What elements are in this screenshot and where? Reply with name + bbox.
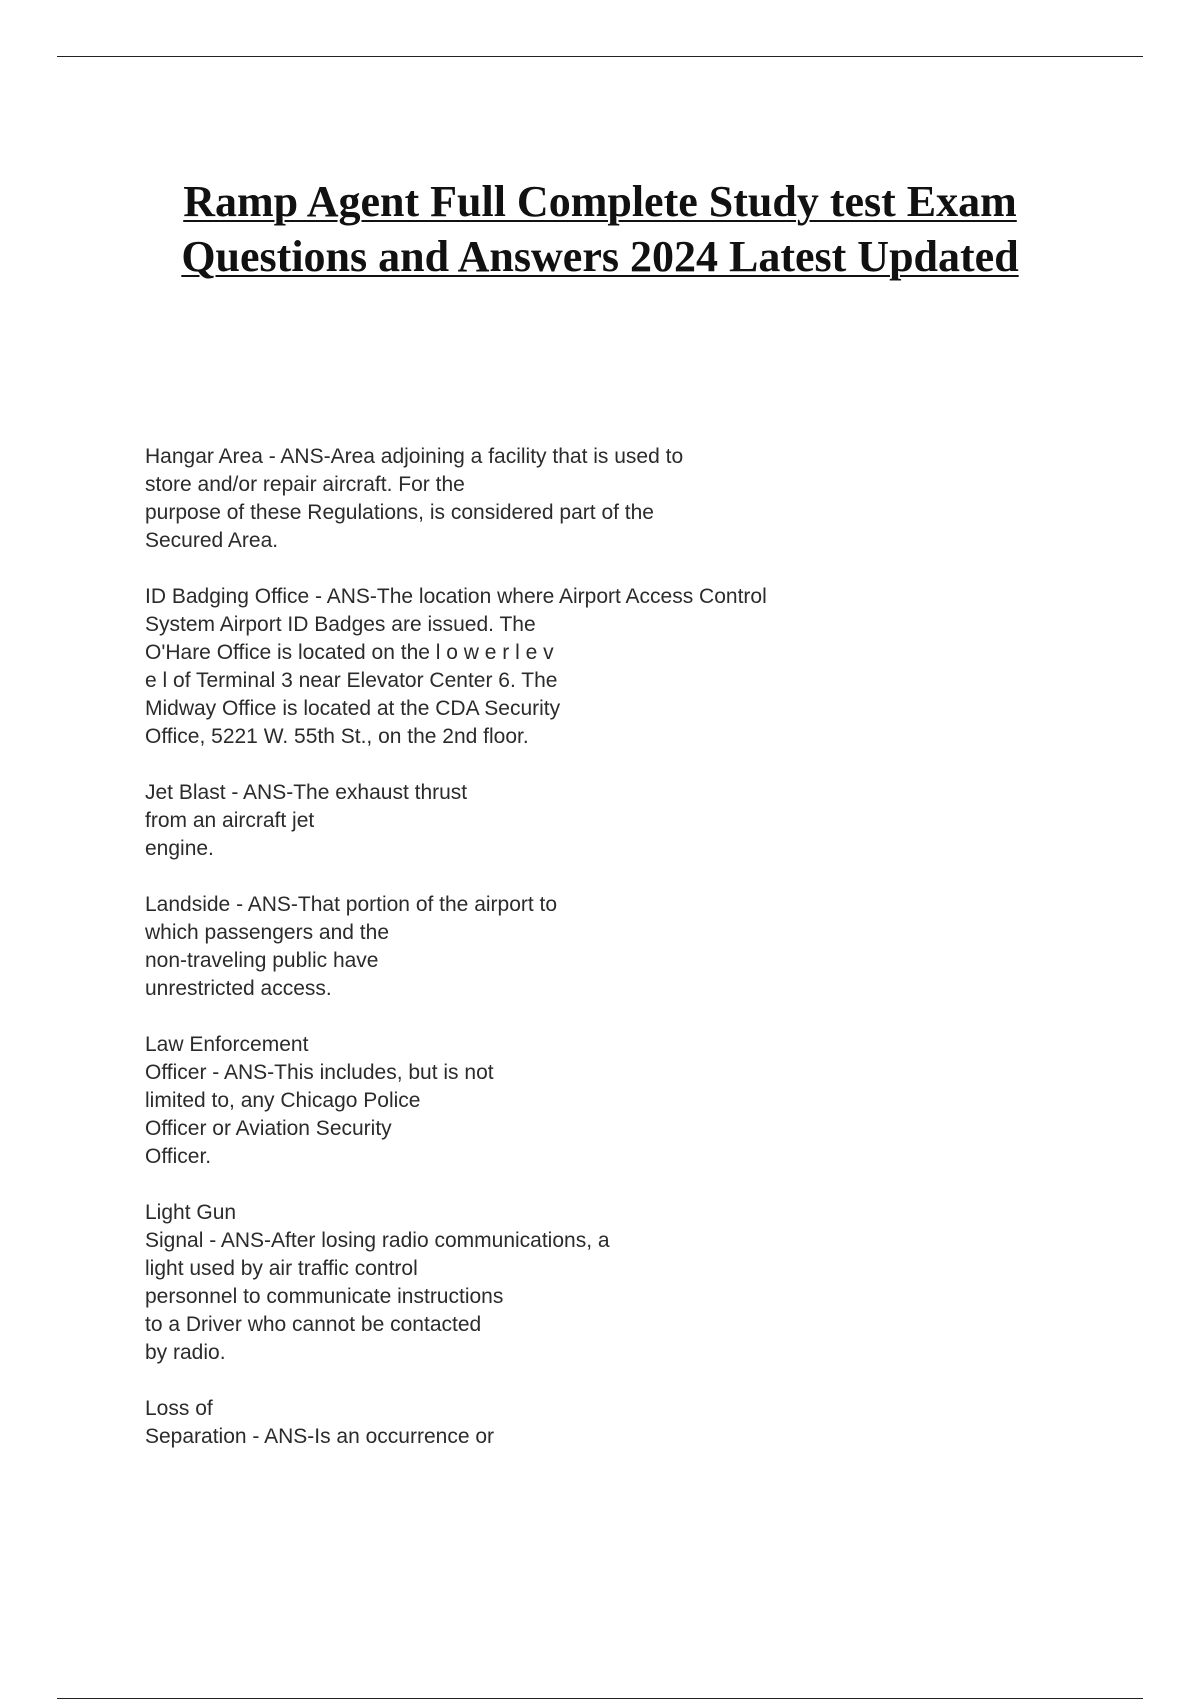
- entry-line: light used by air traffic control: [145, 1257, 418, 1280]
- entry-line: O'Hare Office is located on the l o w e r l e v: [145, 641, 554, 664]
- title-line-1: Ramp Agent Full Complete Study test Exam: [183, 177, 1017, 226]
- bottom-rule: [57, 1698, 1143, 1699]
- entry-light-gun-signal: [145, 1199, 905, 1367]
- entry-line: Jet Blast - ANS-The exhaust thrust: [145, 781, 468, 804]
- entry-line: store and/or repair aircraft. For the: [145, 473, 465, 496]
- definition-list: [145, 443, 905, 1479]
- entry-line: ID Badging Office - ANS-The location where Airport Access Control: [145, 585, 767, 608]
- entry-loss-of-separation: [145, 1395, 905, 1451]
- entry-line: e l of Terminal 3 near Elevator Center 6. The: [145, 669, 558, 692]
- entry-line: Separation - ANS-Is an occurrence or: [145, 1425, 495, 1448]
- entry-id-badging-office: [145, 583, 905, 751]
- entry-jet-blast: [145, 779, 905, 863]
- entry-line: Office, 5221 W. 55th St., on the 2nd floor.: [145, 725, 529, 748]
- entry-line: Midway Office is located at the CDA Security: [145, 697, 561, 720]
- entry-line: limited to, any Chicago Police: [145, 1089, 421, 1112]
- entry-hangar-area: [145, 443, 905, 555]
- page-title: [0, 174, 1200, 284]
- entry-line: unrestricted access.: [145, 977, 332, 1000]
- entry-landside: [145, 891, 905, 1003]
- top-rule: [57, 56, 1143, 57]
- entry-line: purpose of these Regulations, is considered part of the: [145, 501, 654, 524]
- entry-line: personnel to communicate instructions: [145, 1285, 504, 1308]
- entry-line: Officer or Aviation Security: [145, 1117, 392, 1140]
- entry-line: Officer.: [145, 1145, 212, 1168]
- entry-line: which passengers and the: [145, 921, 389, 944]
- entry-line: Law Enforcement: [145, 1033, 309, 1056]
- title-line-2: Questions and Answers 2024 Latest Updated: [181, 232, 1019, 281]
- entry-line: engine.: [145, 837, 214, 860]
- entry-line: Officer - ANS-This includes, but is not: [145, 1061, 494, 1084]
- entry-line: Signal - ANS-After losing radio communications, a: [145, 1229, 610, 1252]
- entry-line: Light Gun: [145, 1201, 237, 1224]
- entry-line: Loss of: [145, 1397, 213, 1420]
- entry-line: non-traveling public have: [145, 949, 379, 972]
- entry-line: Landside - ANS-That portion of the airport to: [145, 893, 558, 916]
- entry-line: System Airport ID Badges are issued. The: [145, 613, 536, 636]
- entry-line: by radio.: [145, 1341, 226, 1364]
- entry-law-enforcement-officer: [145, 1031, 905, 1171]
- entry-line: Secured Area.: [145, 529, 279, 552]
- entry-line: from an aircraft jet: [145, 809, 315, 832]
- entry-line: Hangar Area - ANS-Area adjoining a facility that is used to: [145, 445, 684, 468]
- entry-line: to a Driver who cannot be contacted: [145, 1313, 482, 1336]
